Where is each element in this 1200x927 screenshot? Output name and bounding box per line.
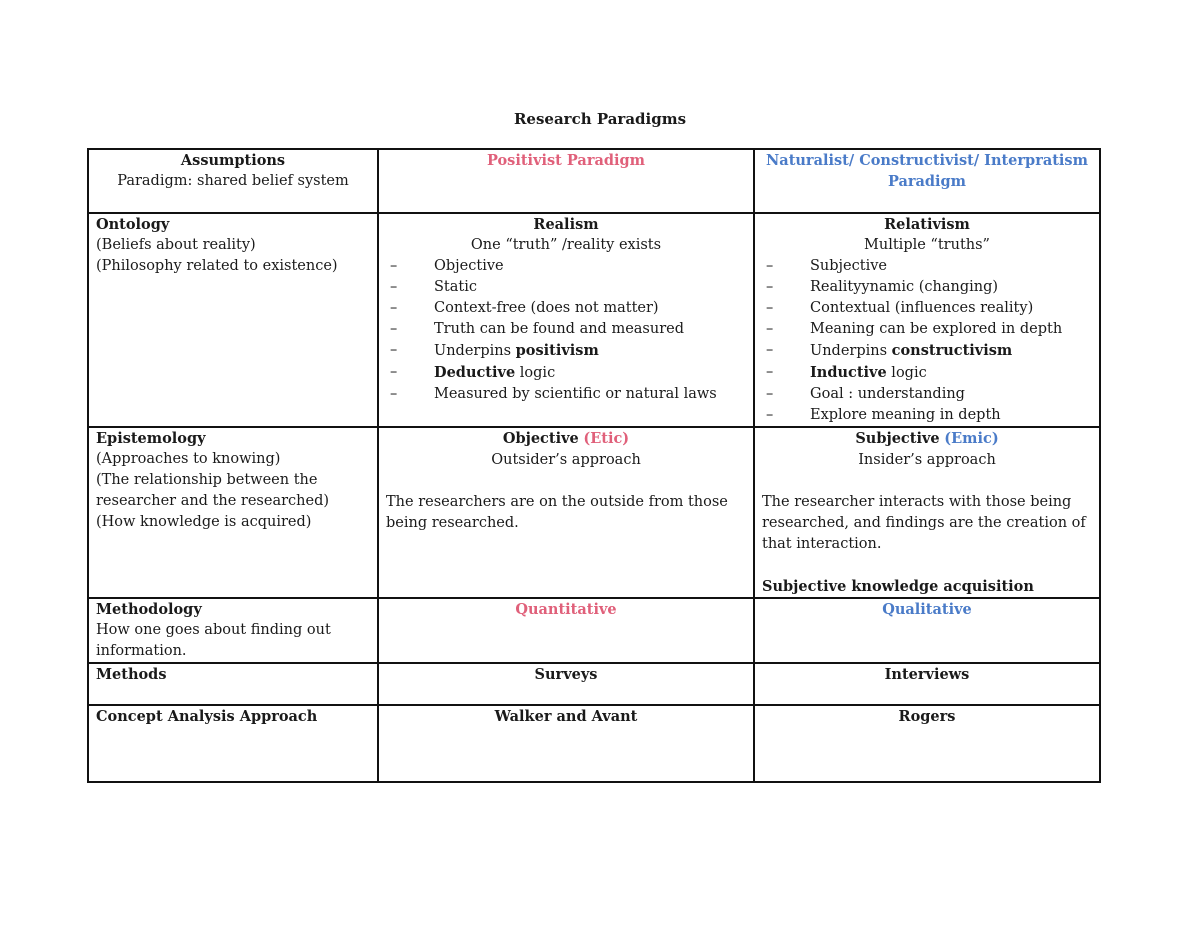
methods-label: Methods xyxy=(96,666,167,683)
realism-subheading: One “truth” /reality exists xyxy=(470,237,662,253)
document-title: Research Paradigms xyxy=(513,110,687,128)
ontology-desc-line: (Beliefs about reality) xyxy=(96,237,256,253)
assumptions-sublabel: Paradigm: shared belief system xyxy=(117,173,349,189)
epistemology-row xyxy=(88,427,1100,598)
list-item: – Subjective xyxy=(810,256,1092,277)
realism-heading: Realism xyxy=(533,216,599,233)
concept-positivist-cell xyxy=(378,705,754,782)
list-item: – Explore meaning in depth xyxy=(810,405,1092,426)
epistemology-desc-line: (How knowledge is acquired) xyxy=(96,514,312,530)
relativism-subheading: Multiple “truths” xyxy=(864,237,990,253)
logic-suffix: logic xyxy=(886,365,927,381)
insider-approach: Insider’s approach xyxy=(858,452,996,468)
ontology-row xyxy=(88,213,1100,427)
objective-heading-line xyxy=(386,428,746,450)
realism-list xyxy=(386,256,746,405)
etic-tag: (Etic) xyxy=(583,430,630,447)
methodology-positivist-cell xyxy=(378,598,754,663)
methods-row xyxy=(88,663,1100,705)
naturalist-header-cell xyxy=(754,149,1100,213)
methodology-label-cell xyxy=(88,598,378,663)
list-item: – Realityynamic (changing) xyxy=(810,277,1092,298)
list-item: – Static xyxy=(434,277,746,298)
constructivism-term: constructivism xyxy=(891,342,1013,359)
header-row xyxy=(88,149,1100,213)
underpins-prefix: Underpins xyxy=(810,343,892,359)
naturalist-paradigm-heading: Naturalist/ Constructivist/ Interpratism Paradigm xyxy=(766,152,1088,190)
list-item xyxy=(434,362,746,384)
assumptions-header-cell xyxy=(88,149,378,213)
epistemology-desc-line: (Approaches to knowing) xyxy=(96,451,281,467)
list-item: – Measured by scientific or natural laws xyxy=(434,384,746,405)
list-item xyxy=(810,340,1092,362)
logic-suffix: logic xyxy=(515,365,556,381)
ontology-label: Ontology xyxy=(96,216,170,233)
methods-label-cell xyxy=(88,663,378,705)
methodology-naturalist-cell xyxy=(754,598,1100,663)
list-item: – Context-free (does not matter) xyxy=(434,298,746,319)
positivist-paradigm-heading: Positivist Paradigm xyxy=(487,152,645,169)
positivist-header-cell xyxy=(378,149,754,213)
list-item: – Meaning can be explored in depth xyxy=(810,319,1092,340)
subjective-heading-line xyxy=(762,428,1092,450)
outsider-approach: Outsider’s approach xyxy=(491,452,641,468)
ontology-desc-line: (Philosophy related to existence) xyxy=(96,258,338,274)
positivism-term: positivism xyxy=(515,342,599,359)
objective-description: The researchers are on the outside from those being researched. xyxy=(386,494,728,531)
epistemology-label: Epistemology xyxy=(96,430,206,447)
objective-heading: Objective xyxy=(502,430,579,447)
emic-tag: (Emic) xyxy=(944,430,999,447)
qualitative-label: Qualitative xyxy=(882,601,972,618)
list-item: – Truth can be found and measured xyxy=(434,319,746,340)
concept-naturalist-cell xyxy=(754,705,1100,782)
list-item: – Goal : understanding xyxy=(810,384,1092,405)
epistemology-naturalist-cell xyxy=(754,427,1100,598)
interviews-label: Interviews xyxy=(884,666,970,683)
inductive-term: Inductive xyxy=(810,364,887,381)
concept-analysis-label: Concept Analysis Approach xyxy=(96,708,318,725)
methodology-row xyxy=(88,598,1100,663)
surveys-label: Surveys xyxy=(534,666,598,683)
concept-label-cell xyxy=(88,705,378,782)
epistemology-positivist-cell xyxy=(378,427,754,598)
quantitative-label: Quantitative xyxy=(515,601,617,618)
epistemology-label-cell xyxy=(88,427,378,598)
epistemology-desc-line: (The relationship between the researcher and the researched) xyxy=(96,472,330,509)
deductive-term: Deductive xyxy=(434,364,516,381)
relativism-list xyxy=(762,256,1092,426)
methodology-desc: How one goes about finding out information. xyxy=(96,622,331,659)
ontology-naturalist-cell xyxy=(754,213,1100,427)
walker-avant-label: Walker and Avant xyxy=(494,708,638,725)
subjective-knowledge-note: Subjective knowledge acquisition xyxy=(762,578,1034,595)
assumptions-label: Assumptions xyxy=(180,152,286,169)
list-item: – Objective xyxy=(434,256,746,277)
list-item xyxy=(810,362,1092,384)
list-item xyxy=(434,340,746,362)
methods-naturalist-cell xyxy=(754,663,1100,705)
methodology-label: Methodology xyxy=(96,601,202,618)
paradigms-table xyxy=(87,148,1101,783)
rogers-label: Rogers xyxy=(898,708,956,725)
relativism-heading: Relativism xyxy=(884,216,970,233)
ontology-positivist-cell xyxy=(378,213,754,427)
subjective-heading: Subjective xyxy=(855,430,940,447)
methods-positivist-cell xyxy=(378,663,754,705)
concept-analysis-row xyxy=(88,705,1100,782)
underpins-prefix: Underpins xyxy=(434,343,516,359)
list-item: – Contextual (influences reality) xyxy=(810,298,1092,319)
subjective-description: The researcher interacts with those being researched, and findings are the creation of that interaction. xyxy=(762,494,1086,552)
ontology-label-cell xyxy=(88,213,378,427)
